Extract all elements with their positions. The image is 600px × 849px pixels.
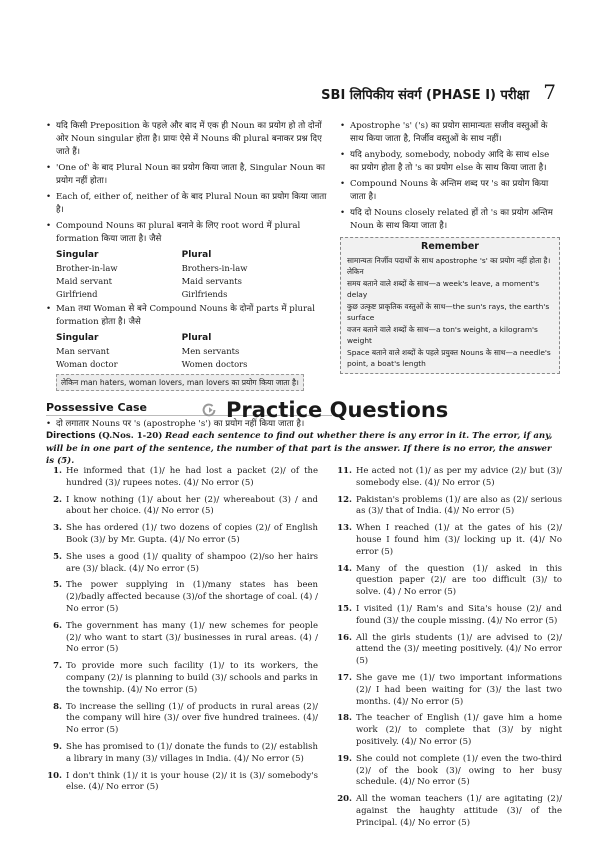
question-number: 3. (53, 523, 62, 534)
question-number: 16. (337, 632, 352, 643)
question-item (336, 633, 562, 668)
question-number: 17. (337, 672, 352, 683)
page-header-title: SBI लिपिकीय संवर्ग (PHASE I) परीक्षा (321, 88, 530, 103)
question-item (336, 673, 562, 708)
table-cell: Girlfriends (181, 289, 228, 299)
question-item (336, 466, 562, 490)
question-text: She uses a good (1)/ quality of shampoo (2)/so her hairs are (3)/ black. (4)/ No error (5) (66, 551, 318, 574)
table-cell: Brothers-in-law (181, 263, 248, 273)
question-number: 5. (53, 551, 62, 562)
question-text: I know nothing (1)/ about her (2)/ whereabout (3) / and about her choice. (4)/ No error (5) (66, 494, 318, 517)
question-text: All the woman teachers (1)/ are agitating (2)/ against the haughty attitude (3)/ of the Principal. (4)/ No error (5) (356, 794, 562, 828)
directions (46, 430, 558, 468)
question-text: He informed that (1)/ he had lost a packet (2)/ of the hundred (3)/ rupees notes. (4)/ No error (5) (66, 466, 318, 488)
question-text: Many of the question (1)/ asked in this question paper (2)/ are too difficult (3)/ to solve. (4) / No error (5) (356, 563, 562, 598)
question-number: 19. (337, 753, 352, 764)
question-number: 13. (337, 523, 352, 534)
question-text: She has promised to (1)/ donate the funds to (2)/ establish a library in many (3)/ villages in India. (4)/ No error (5) (66, 741, 318, 764)
question-number: 18. (337, 713, 352, 724)
question-text: To increase the selling (1)/ of products in rural areas (2)/ the company will hire (3)/ over five hundred trainees. (4)/ No error (5) (66, 701, 318, 736)
question-text: She gave me (1)/ two important informations (2)/ I had been waiting for (3)/ the last two months. (4)/ No error (5) (356, 672, 562, 707)
question-text: He acted not (1)/ as per my advice (2)/ but (3)/ somebody else. (4)/ No error (5) (356, 466, 562, 488)
remember-heading: Remember (421, 241, 479, 252)
rule-item: • Compound Nouns का plural बनाने के लिए root word में plural formation किया जाता है। जैसे (46, 220, 332, 246)
table-header: Plural (181, 333, 212, 343)
question-text: Pakistan's problems (1)/ are also as (2)/ serious as (3)/ that of India. (4)/ No error (5) (356, 494, 562, 517)
question-text: I visited (1)/ Ram's and Sita's house (2)/ and found (3)/ the couple missing. (4)/ No error (5) (356, 603, 562, 626)
question-text: She has ordered (1)/ two dozens of copies (2)/ of English Book (3)/ by Mr. Gupta. (4)/ No error (5) (66, 523, 318, 545)
question-text: To provide more such facility (1)/ to its workers, the company (2)/ is planning to build (3)/ schools and parks in the township. (4)/ No error (5) (66, 661, 318, 695)
possessive-heading: Possessive Case (46, 401, 332, 416)
remember-line: Space बताने वाले शब्दों के पहले प्रयुक्त Nouns के साथ—a needle's point, a boat's length (347, 347, 551, 368)
question-number: 6. (53, 620, 62, 631)
directions-label: Directions (46, 431, 96, 441)
table-cell: Maid servant (56, 276, 113, 286)
question-number: 7. (53, 661, 62, 672)
directions-range: (Q.Nos. 1-20) (98, 431, 163, 441)
remember-box (340, 237, 560, 374)
question-number: 12. (337, 494, 352, 505)
question-item (46, 523, 318, 547)
man-woman-table (56, 332, 316, 371)
remember-line: वजन बताने वाले शब्दों के साथ—a ton's weight, a kilogram's weight (347, 324, 538, 345)
note-box: लेकिन man haters, woman lovers, man lovers का प्रयोग किया जाता है। (56, 374, 304, 391)
question-number: 9. (53, 741, 62, 752)
question-number: 1. (53, 466, 62, 476)
rule-item: • दो लगातार Nouns पर 's (apostrophe 's') का प्रयोग नहीं किया जाता है। (46, 418, 332, 431)
right-bullet-list (340, 120, 560, 233)
question-item (336, 604, 562, 628)
question-item (46, 661, 318, 696)
table-header: Singular (56, 250, 99, 260)
page-number: 7 (543, 80, 556, 104)
rule-item: • यदि दो Nouns closely related हों तो 's का प्रयोग अन्तिम Noun के साथ किया जाता है। (340, 207, 560, 233)
questions-left (46, 466, 318, 799)
rule-item: • यदि anybody, somebody, nobody आदि के साथ else का प्रयोग होता है तो 's का प्रयोग else के साथ किया जाता है। (340, 149, 560, 175)
table-cell: Women doctors (181, 359, 248, 369)
rule-item: • 'One of' के बाद Plural Noun का प्रयोग किया जाता है, Singular Noun का प्रयोग नहीं होता। (46, 162, 332, 188)
question-text: When I reached (1)/ at the gates of his (2)/ house I found him (3)/ locking up it. (4)/ No error (5) (356, 523, 562, 557)
question-number: 8. (53, 701, 62, 712)
right-column (340, 120, 560, 374)
rule-item: • Man तथा Woman से बने Compound Nouns के दोनों parts में plural formation होता है। जैसे (46, 303, 332, 329)
question-number: 10. (47, 770, 62, 781)
question-item (336, 564, 562, 599)
question-number: 5. (53, 580, 62, 591)
question-text: I don't think (1)/ it is your house (2)/ it is (3)/ somebody's else. (4)/ No error (5) (66, 770, 318, 793)
question-item (46, 466, 318, 490)
left-bullet-list-2 (46, 303, 332, 329)
table-cell: Brother-in-law (56, 263, 118, 273)
question-item (46, 771, 318, 795)
question-item (336, 794, 562, 829)
question-item (46, 580, 318, 615)
remember-line: सामान्यतः निर्जीव पदार्थों के साथ apostrophe 's' का प्रयोग नहीं होता है। लेकिन (347, 255, 551, 276)
question-text: All the girls students (1)/ are advised to (2)/ attend the (3)/ meeting positively. (4)/ No error (5) (356, 632, 562, 667)
remember-line: समय बताने वाले शब्दों के साथ—a week's leave, a moment's delay (347, 278, 540, 299)
question-text: The power supplying in (1)/many states has been (2)/badly affected because (3)/of the shortage of coal. (4) / No error (5) (66, 580, 318, 614)
rule-item: • Each of, either of, neither of के बाद Plural Noun का प्रयोग किया जाता है। (46, 191, 332, 217)
table-header: Singular (56, 333, 99, 343)
practice-title: Practice Questions (226, 398, 449, 422)
table-cell: Men servants (181, 346, 240, 356)
compound-noun-table (56, 249, 316, 301)
question-text: She could not complete (1)/ even the two-third (2)/ of the book (3)/ owing to her busy schedule. (4)/ No error (5) (356, 753, 562, 788)
question-item (46, 552, 318, 576)
directions-text: Read each sentence to find out whether there is any error in it. The error, if any, will be in one part of the sentence, the number of that part is the answer. If there is no error, the answer is (5). (46, 431, 553, 466)
question-item (336, 523, 562, 558)
left-bullet-list (46, 120, 332, 246)
question-text: The government has many (1)/ new schemes for people (2)/ who want to start (3)/ businesses in rural areas. (4) / No error (5) (66, 620, 318, 655)
rule-item: • Apostrophe 's' ('s) का प्रयोग सामान्यतः सजीव वस्तुओं के साथ किया जाता है, निर्जीव वस्तुओं के साथ नहीं। (340, 120, 560, 146)
question-number: 2. (53, 494, 62, 505)
table-cell: Maid servants (181, 276, 242, 286)
question-number: 11. (337, 466, 352, 476)
table-cell: Girlfriend (56, 289, 98, 299)
arrow-circle-icon (200, 401, 218, 419)
rule-item: • यदि किसी Preposition के पहले और बाद में एक ही Noun का प्रयोग हो तो दोनों ओर Noun singular होता है। प्रायः ऐसे में Nouns की plural बनाकर प्रश्न दिए जाते हैं। (46, 120, 332, 159)
question-text: The teacher of English (1)/ gave him a home work (2)/ to complete that (3)/ by night positively. (4)/ No error (5) (356, 713, 562, 747)
question-item (336, 754, 562, 789)
question-item (336, 713, 562, 748)
practice-title-block (200, 398, 448, 422)
page-header (321, 80, 556, 104)
table-cell: Man servant (56, 346, 110, 356)
question-item (46, 702, 318, 737)
question-item (46, 621, 318, 656)
question-item (46, 742, 318, 766)
questions-right (336, 466, 562, 835)
question-number: 15. (337, 603, 352, 614)
question-number: 14. (337, 563, 352, 574)
table-header: Plural (181, 250, 212, 260)
question-item (46, 495, 318, 519)
remember-line: कुछ उत्कृष्ट प्राकृतिक वस्तुओं के साथ—the sun's rays, the earth's surface (347, 301, 550, 322)
question-number: 20. (337, 794, 352, 805)
left-column (46, 120, 332, 434)
rule-item: • Compound Nouns के अन्तिम शब्द पर 's का प्रयोग किया जाता है। (340, 178, 560, 204)
question-item (336, 495, 562, 519)
table-cell: Woman doctor (56, 359, 118, 369)
